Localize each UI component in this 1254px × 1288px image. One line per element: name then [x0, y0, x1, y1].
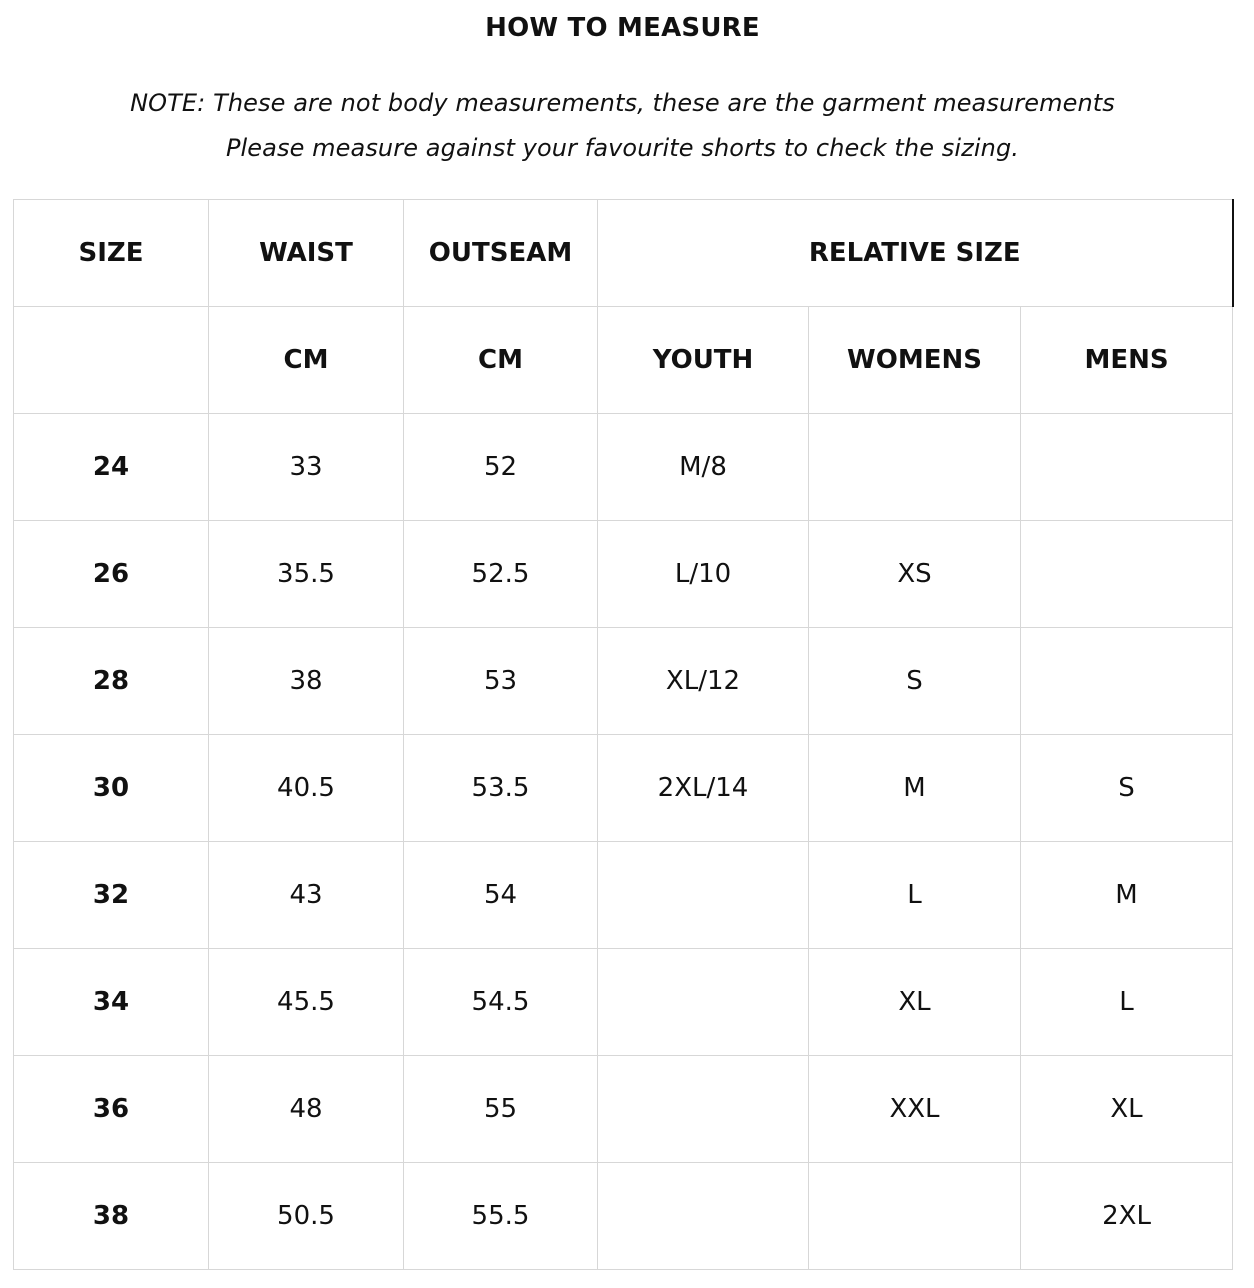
table-row [14, 735, 1233, 842]
cell-womens: L [809, 842, 1021, 949]
cell-size: 32 [14, 842, 209, 949]
cell-womens: S [809, 628, 1021, 735]
cell-outseam: 53 [404, 628, 598, 735]
note-line-1: NOTE: These are not body measurements, these are the garment measurements [130, 89, 1115, 117]
table-row [14, 1056, 1233, 1163]
cell-youth [598, 1163, 809, 1270]
header-row [14, 200, 1233, 307]
cell-mens [1021, 521, 1233, 628]
cell-waist: 33 [209, 414, 404, 521]
cell-mens: L [1021, 949, 1233, 1056]
cell-youth [598, 842, 809, 949]
subheader-mens: MENS [1021, 307, 1233, 414]
cell-waist: 38 [209, 628, 404, 735]
cell-size: 24 [14, 414, 209, 521]
cell-outseam: 53.5 [404, 735, 598, 842]
cell-mens [1021, 628, 1233, 735]
size-chart-table [13, 199, 1234, 1270]
table-row [14, 1163, 1233, 1270]
cell-waist: 43 [209, 842, 404, 949]
cell-waist: 40.5 [209, 735, 404, 842]
cell-youth [598, 1056, 809, 1163]
cell-outseam: 55 [404, 1056, 598, 1163]
cell-youth: 2XL/14 [598, 735, 809, 842]
header-size: SIZE [14, 200, 209, 307]
subheader-row [14, 307, 1233, 414]
header-waist: WAIST [209, 200, 404, 307]
subheader-outseam-unit: CM [404, 307, 598, 414]
cell-outseam: 55.5 [404, 1163, 598, 1270]
cell-youth: M/8 [598, 414, 809, 521]
cell-size: 30 [14, 735, 209, 842]
cell-youth [598, 949, 809, 1056]
cell-womens: M [809, 735, 1021, 842]
cell-waist: 35.5 [209, 521, 404, 628]
cell-waist: 48 [209, 1056, 404, 1163]
cell-size: 38 [14, 1163, 209, 1270]
cell-size: 28 [14, 628, 209, 735]
table-row [14, 628, 1233, 735]
cell-mens: S [1021, 735, 1233, 842]
table-row [14, 521, 1233, 628]
table-row [14, 842, 1233, 949]
cell-mens: XL [1021, 1056, 1233, 1163]
cell-outseam: 54 [404, 842, 598, 949]
cell-size: 34 [14, 949, 209, 1056]
cell-womens: XL [809, 949, 1021, 1056]
cell-womens: XS [809, 521, 1021, 628]
cell-youth: XL/12 [598, 628, 809, 735]
subheader-waist-unit: CM [209, 307, 404, 414]
subheader-youth: YOUTH [598, 307, 809, 414]
cell-waist: 45.5 [209, 949, 404, 1056]
cell-mens: M [1021, 842, 1233, 949]
header-relative-size: RELATIVE SIZE [598, 200, 1233, 307]
cell-mens: 2XL [1021, 1163, 1233, 1270]
cell-womens: XXL [809, 1056, 1021, 1163]
cell-outseam: 52.5 [404, 521, 598, 628]
cell-size: 26 [14, 521, 209, 628]
cell-youth: L/10 [598, 521, 809, 628]
cell-size: 36 [14, 1056, 209, 1163]
page-title: HOW TO MEASURE [485, 13, 760, 43]
subheader-size [14, 307, 209, 414]
note-line-2: Please measure against your favourite shorts to check the sizing. [225, 134, 1020, 162]
cell-outseam: 54.5 [404, 949, 598, 1056]
table-row [14, 414, 1233, 521]
cell-outseam: 52 [404, 414, 598, 521]
table-row [14, 949, 1233, 1056]
subheader-womens: WOMENS [809, 307, 1021, 414]
cell-womens [809, 1163, 1021, 1270]
cell-waist: 50.5 [209, 1163, 404, 1270]
cell-womens [809, 414, 1021, 521]
cell-mens [1021, 414, 1233, 521]
header-outseam: OUTSEAM [404, 200, 598, 307]
